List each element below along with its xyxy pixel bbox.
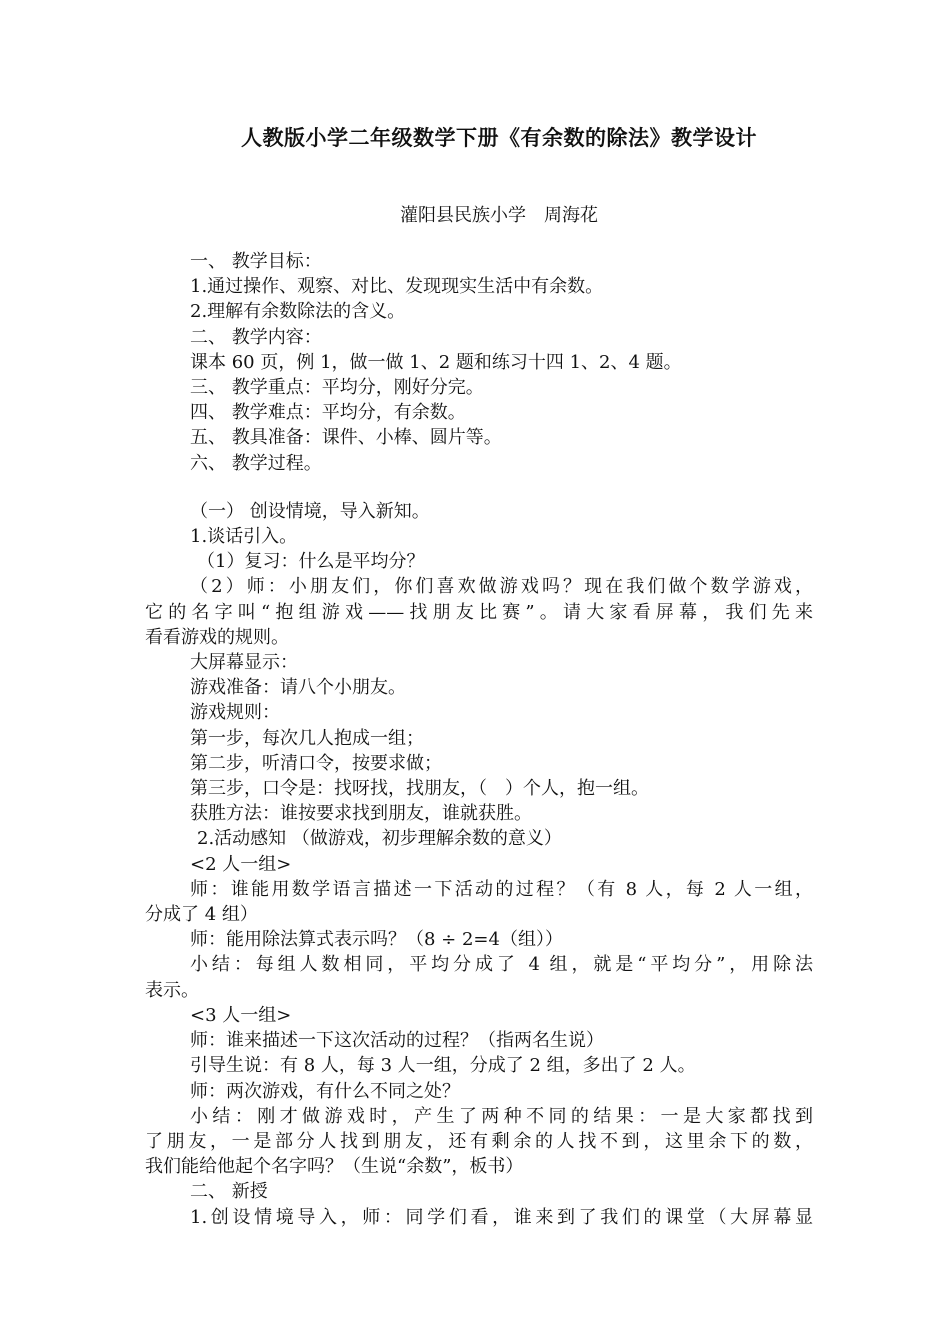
difficulty: 四、 教学难点：平均分，有余数。 (190, 402, 466, 424)
paragraph-line: 表示。 (145, 979, 199, 1001)
paragraph-line: （2）师：小朋友们，你们喜欢做游戏吗？现在我们做个数学游戏， (190, 576, 813, 598)
key-point: 三、 教学重点：平均分，刚好分完。 (190, 377, 484, 399)
paragraph-line: 看看游戏的规则。 (145, 626, 289, 648)
review-question: （1）复习：什么是平均分？ (197, 551, 425, 573)
step-item: 1.谈话引入。 (190, 526, 298, 548)
section-gap (145, 476, 813, 499)
step-item: 2.活动感知 （做游戏，初步理解余数的意义） (197, 828, 562, 850)
rule-item: 第一步，每次几人抱成一组； (190, 727, 424, 749)
win-method: 获胜方法：谁按要求找到朋友，谁就获胜。 (190, 803, 532, 825)
objective-item: 1.通过操作、观察、对比、发现现实生活中有余数。 (190, 276, 604, 298)
content-text: 课本 60 页，例 1，做一做 1、2 题和练习十四 1、2、4 题。 (190, 351, 682, 373)
paragraph-line: 了朋友，一是部分人找到朋友，还有剩余的人找不到，这里余下的数， (145, 1130, 813, 1152)
paragraph-line: 小结：刚才做游戏时，产生了两种不同的结果：一是大家都找到 (190, 1105, 813, 1127)
rule-item: 第三步，口令是：找呀找，找朋友，（ ）个人，抱一组。 (190, 778, 649, 800)
paragraph-line: 师：谁能用数学语言描述一下活动的过程？（有 8 人，每 2 人一组， (190, 878, 813, 900)
content-heading: 二、 教学内容： (190, 326, 322, 348)
paragraph-line: 小结：每组人数相同，平均分成了 4 组，就是“平均分”，用除法 (190, 954, 813, 976)
paragraph-line: 1.创设情境导入，师：同学们看，谁来到了我们的课堂（大屏幕显 (190, 1206, 813, 1228)
game-rules: 游戏规则： (190, 702, 280, 724)
paragraph-line: 师：两次游戏，有什么不同之处？ (190, 1080, 460, 1102)
objectives-heading: 一、 教学目标： (190, 251, 322, 272)
part2-heading: 二、 新授 (190, 1181, 268, 1203)
author-line: 灌阳县民族小学 周海花 (400, 205, 598, 226)
process-heading: 六、 教学过程。 (190, 452, 322, 474)
document-title: 人教版小学二年级数学下册《有余数的除法》教学设计 (241, 125, 757, 150)
rule-item: 第二步，听清口令，按要求做； (190, 752, 442, 774)
paragraph-line: 分成了 4 组） (145, 904, 258, 926)
paragraph-line: 我们能给他起个名字吗？（生说“余数”，板书） (145, 1156, 524, 1178)
document-body (145, 249, 813, 1230)
game-prep: 游戏准备：请八个小朋友。 (190, 677, 406, 699)
group-tag: <2 人一组> (190, 853, 292, 875)
part1-heading: （一） 创设情境，导入新知。 (190, 500, 430, 522)
paragraph-line: 师：能用除法算式表示吗？（8 ÷ 2=4（组）） (190, 929, 563, 951)
paragraph-line: 引导生说：有 8 人，每 3 人一组，分成了 2 组，多出了 2 人。 (190, 1055, 696, 1077)
group-tag: <3 人一组> (190, 1004, 292, 1026)
objective-item: 2.理解有余数除法的含义。 (190, 301, 406, 323)
screen-show: 大屏幕显示： (190, 652, 298, 674)
materials: 五、 教具准备：课件、小棒、圆片等。 (190, 427, 502, 449)
paragraph-line: 它的名字叫“抱组游戏——找朋友比赛”。请大家看屏幕，我们先来 (145, 601, 813, 623)
paragraph-line: 师：谁来描述一下这次活动的过程？（指两名生说） (190, 1030, 604, 1052)
